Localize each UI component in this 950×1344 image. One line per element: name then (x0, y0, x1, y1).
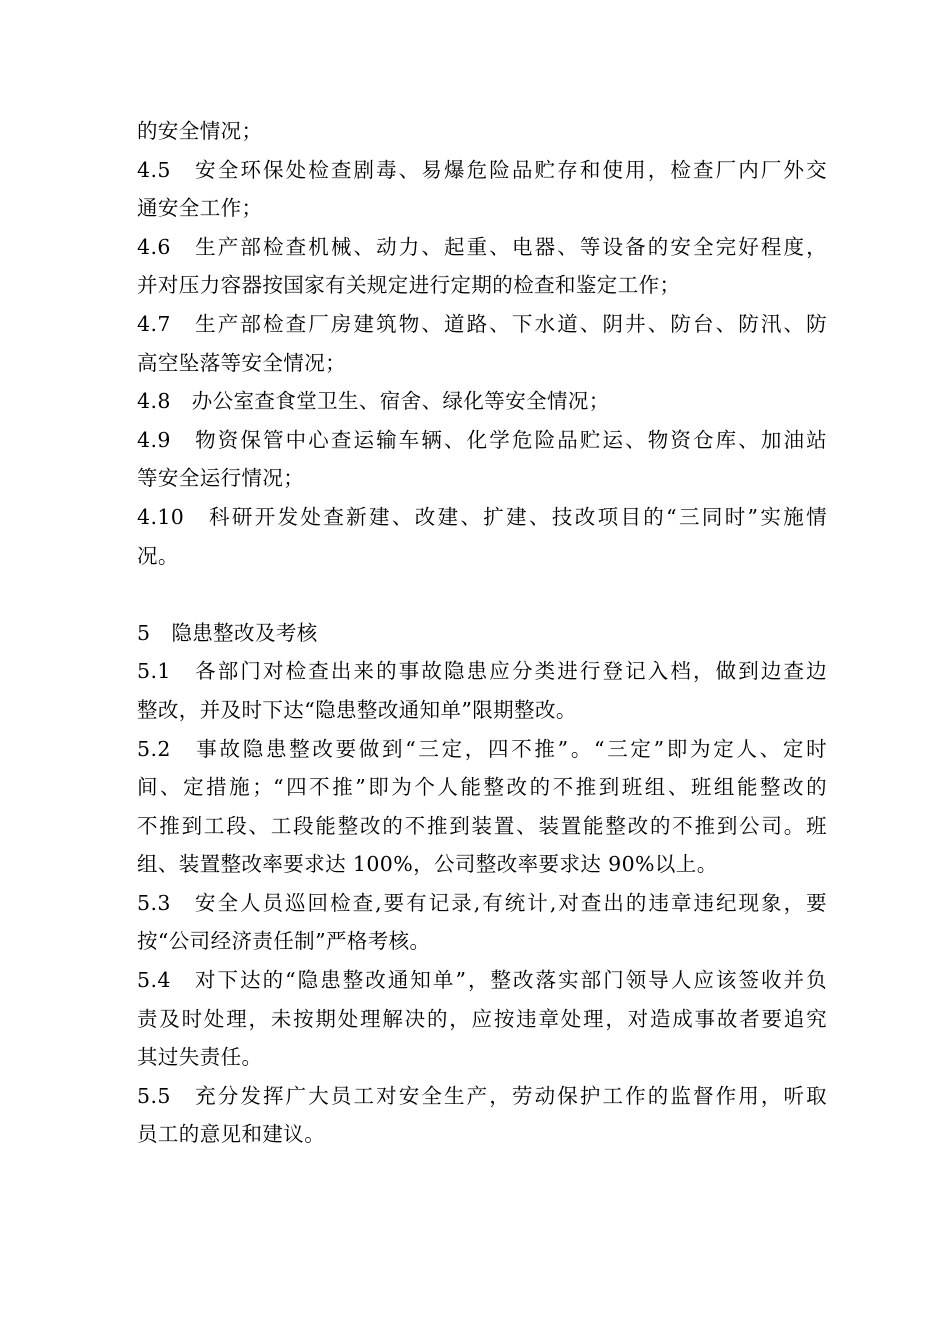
text-line: 5.5 充分发挥广大员工对安全生产，劳动保护工作的监督作用，听取 (137, 1083, 827, 1108)
text-line: 5.4 对下达的“隐患整改通知单”，整改落实部门领导人应该签收并负 (137, 968, 827, 993)
text-line: 5.3 安全人员巡回检查,要有记录,有统计,对查出的违章违纪现象，要 (137, 890, 827, 915)
text-line: 其过失责任。 (137, 1045, 263, 1070)
text-line: 4.7 生产部检查厂房建筑物、道路、下水道、阴井、防台、防汛、防 (137, 311, 827, 336)
text-line: 况。 (137, 543, 179, 568)
document-body (137, 112, 827, 1154)
text-line: 按“公司经济责任制”严格考核。 (137, 929, 431, 954)
text-line: 4.8 办公室查食堂卫生、宿舍、绿化等安全情况； (137, 389, 610, 414)
text-line: 不推到工段、工段能整改的不推到装置、装置能整改的不推到公司。班 (137, 813, 827, 838)
text-line: 等安全运行情况； (137, 466, 305, 491)
text-line: 4.10 科研开发处查新建、改建、扩建、技改项目的“三同时”实施情 (137, 504, 827, 529)
text-line: 5.2 事故隐患整改要做到“三定，四不推”。“三定”即为定人、定时 (137, 736, 827, 761)
text-line: 4.6 生产部检查机械、动力、起重、电器、等设备的安全完好程度， (137, 234, 827, 259)
text-line: 并对压力容器按国家有关规定进行定期的检查和鉴定工作； (137, 273, 681, 298)
text-line: 的安全情况； (137, 119, 263, 143)
text-line: 4.5 安全环保处检查剧毒、易爆危险品贮存和使用，检查厂内厂外交 (137, 157, 827, 182)
text-line: 责及时处理，未按期处理解决的，应按违章处理，对造成事故者要追究 (137, 1006, 827, 1031)
text-line: 员工的意见和建议。 (137, 1122, 326, 1147)
section-heading: 5 隐患整改及考核 (137, 620, 318, 645)
text-line: 通安全工作； (137, 196, 263, 221)
text-line: 5.1 各部门对检查出来的事故隐患应分类进行登记入档，做到边查边 (137, 659, 827, 684)
text-line: 间、定措施；“四不推”即为个人能整改的不推到班组、班组能整改的 (137, 775, 827, 800)
blank-line (137, 575, 827, 614)
text-line: 组、装置整改率要求达 100%，公司整改率要求达 90%以上。 (137, 852, 718, 877)
text-line: 整改，并及时下达“隐患整改通知单”限期整改。 (137, 697, 577, 722)
text-line: 4.9 物资保管中心查运输车辆、化学危险品贮运、物资仓库、加油站 (137, 427, 827, 452)
text-line: 高空坠落等安全情况； (137, 350, 346, 375)
